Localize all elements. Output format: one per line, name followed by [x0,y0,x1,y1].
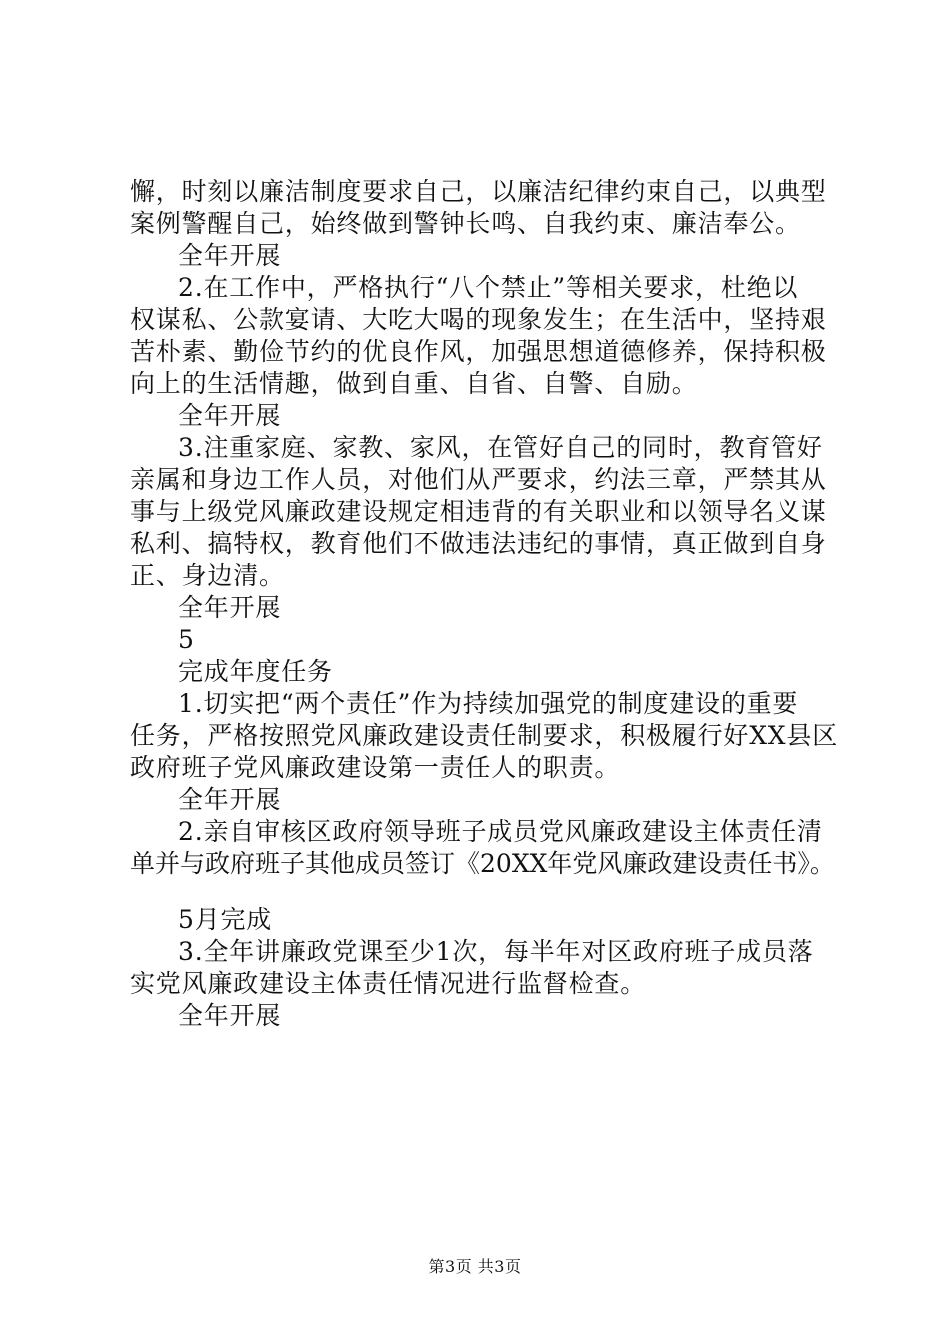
text-line: 3.全年讲廉政党课至少1次，每半年对区政府班子成员落 [178,937,814,966]
text-line: 亲属和身边工作人员，对他们从严要求，约法三章，严禁其从 [130,465,827,494]
text-line: 事与上级党风廉政建设规定相违背的有关职业和以领导名义谋 [130,497,827,526]
page-number-footer: 第3页 共3页 [428,1257,522,1276]
text-line: 全年开展 [178,1001,282,1030]
text-line: 完成年度任务 [178,657,333,686]
text-line: 懈，时刻以廉洁制度要求自己，以廉洁纪律约束自己，以典型 [130,177,827,206]
text-line: 实党风廉政建设主体责任情况进行监督检查。 [130,969,647,998]
text-line: 2.亲自审核区政府领导班子成员党风廉政建设主体责任清 [178,817,823,846]
text-line: 向上的生活情趣，做到自重、自省、自警、自励。 [130,369,698,398]
text-line: 全年开展 [178,785,282,814]
text-line: 5 [178,625,195,654]
text-line: 1.切实把“两个责任”作为持续加强党的制度建设的重要 [178,689,799,718]
text-line: 全年开展 [178,401,282,430]
text-line: 3.注重家庭、家教、家风，在管好自己的同时，教育管好 [178,433,823,462]
text-line: 单并与政府班子其他成员签订《20XX年党风廉政建设责任书》。 [130,849,835,878]
text-line: 私利、搞特权，教育他们不做违法违纪的事情，真正做到自身 [130,529,827,558]
text-line: 任务，严格按照党风廉政建设责任制要求，积极履行好XX县区 [130,721,838,750]
text-line: 政府班子党风廉政建设第一责任人的职责。 [130,753,621,782]
text-line: 5月完成 [178,905,273,934]
text-line: 苦朴素、勤俭节约的优良作风，加强思想道德修养，保持积极 [130,337,827,366]
text-line: 案例警醒自己，始终做到警钟长鸣、自我约束、廉洁奉公。 [130,209,801,238]
text-line: 全年开展 [178,241,282,270]
text-line: 正、身边清。 [130,561,285,590]
text-line: 全年开展 [178,593,282,622]
text-line: 权谋私、公款宴请、大吃大喝的现象发生；在生活中，坚持艰 [130,305,827,334]
text-line: 2.在工作中，严格执行“八个禁止”等相关要求，杜绝以 [178,273,799,302]
